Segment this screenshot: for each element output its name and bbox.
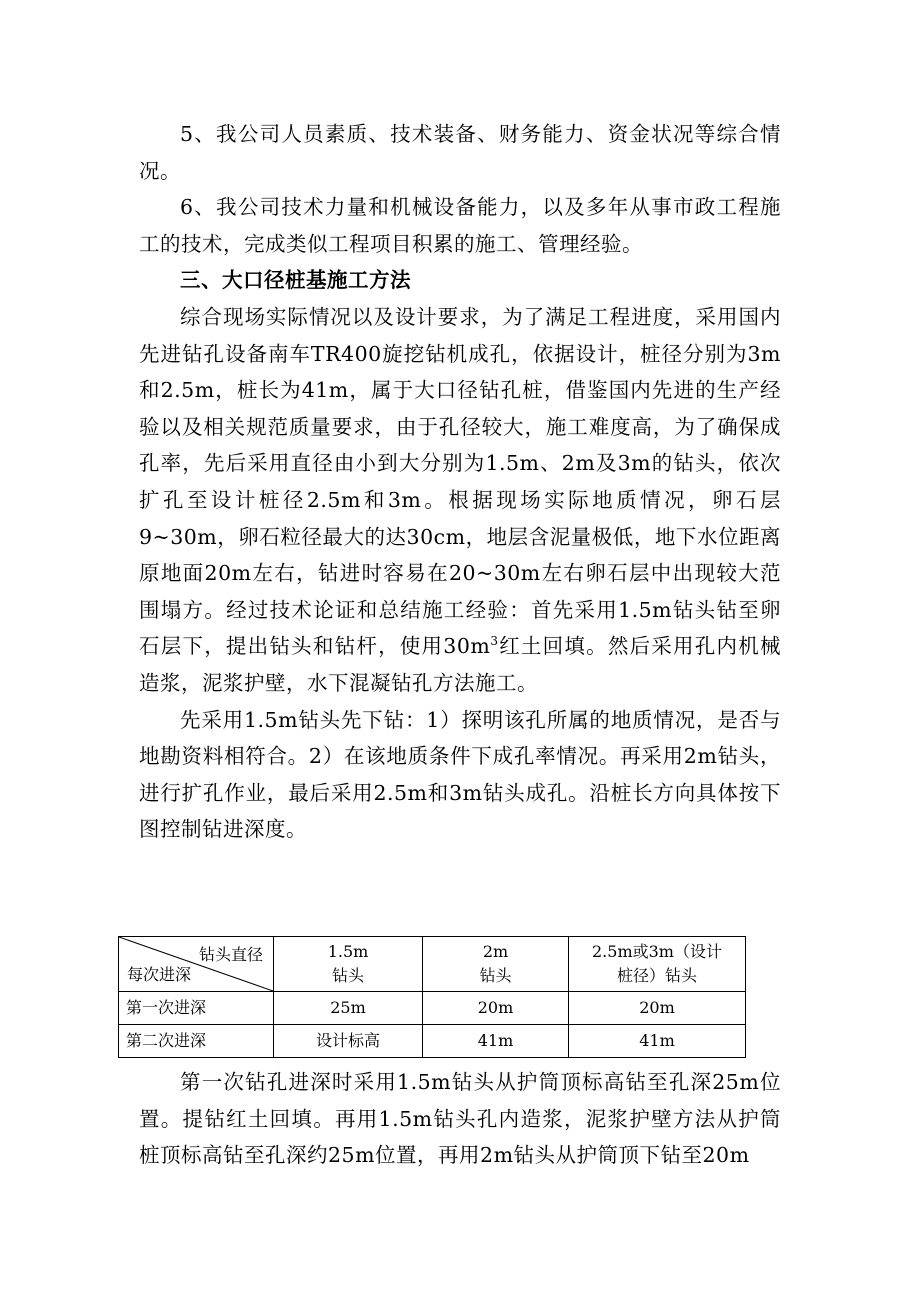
row-label: 第二次进深 bbox=[119, 1025, 274, 1058]
paragraph-method-2: 先采用1.5m钻头先下钻：1）探明该孔所属的地质情况，是否与地勘资料相符合。2）在该地质条件下成孔率情况。再采用2m钻头，进行扩孔作业，最后采用2.5m和3m钻头成孔。沿桩长方向具体按下图控制钻进深度。 bbox=[139, 707, 781, 842]
table-row bbox=[119, 1025, 746, 1058]
header-line1: 2m bbox=[482, 942, 509, 961]
header-line2: 桩径）钻头 bbox=[616, 966, 697, 985]
paragraph-item-5: 5、我公司人员素质、技术装备、财务能力、资金状况等综合情况。 bbox=[139, 122, 781, 183]
row-label: 第一次进深 bbox=[119, 992, 274, 1025]
cubic-superscript: 3 bbox=[490, 634, 499, 649]
document-body-continued bbox=[139, 1064, 781, 1174]
drilling-depth-table-wrap bbox=[118, 936, 746, 1058]
header-cell bbox=[423, 937, 569, 992]
drilling-depth-table bbox=[118, 936, 746, 1058]
header-cell bbox=[274, 937, 423, 992]
header-line2: 钻头 bbox=[479, 966, 512, 985]
table-cell: 设计标高 bbox=[274, 1025, 423, 1058]
corner-bottom-label: 每次进深 bbox=[127, 965, 192, 984]
paragraph-after-table: 第一次钻孔进深时采用1.5m钻头从护筒顶标高钻至孔深25m位置。提钻红土回填。再用1.5m钻头孔内造浆，泥浆护壁方法从护筒桩顶标高钻至孔深约25m位置，再用2m钻头从护筒顶下钻至20m bbox=[139, 1070, 781, 1168]
document-body bbox=[139, 116, 781, 848]
section-heading: 三、大口径桩基施工方法 bbox=[180, 268, 411, 293]
table-cell: 20m bbox=[569, 992, 746, 1025]
corner-top-label: 钻头直径 bbox=[198, 945, 263, 964]
table-cell: 20m bbox=[423, 992, 569, 1025]
header-line2: 钻头 bbox=[331, 966, 364, 985]
paragraph-item-6: 6、我公司技术力量和机械设备能力，以及多年从事市政工程施工的技术，完成类似工程项目积累的施工、管理经验。 bbox=[139, 195, 781, 256]
table-header-row bbox=[119, 937, 746, 992]
table-corner-cell bbox=[119, 937, 274, 992]
paragraph-method-1-text: 综合现场实际情况以及设计要求，为了满足工程进度，采用国内先进钻孔设备南车TR400旋挖钻机成孔，依据设计，桩径分别为3m和2.5m，桩长为41m，属于大口径钻孔桩，借鉴国内先进的生产经验以及相关规范质量要求，由于孔径较大，施工难度高，为了确保成孔率，先后采用直径由小到大分别为1.5m、2m及3m的钻头，依次扩孔至设计桩径2.5m和3m。根据现场实际地质情况，卵石层9~30m，卵石粒径最大的达30cm，地层含泥量极低，地下水位距离原地面20m左右，钻进时容易在20~30m左右卵石层中出现较大范围塌方。经过技术论证和总结施工经验：首先采用1.5m钻头钻至卵石层下，提出钻头和钻杆，使用30m bbox=[139, 304, 781, 659]
table-cell: 41m bbox=[423, 1025, 569, 1058]
header-line1: 2.5m或3m（设计 bbox=[592, 942, 722, 961]
paragraph-method-1 bbox=[139, 299, 781, 702]
table-cell: 41m bbox=[569, 1025, 746, 1058]
header-cell bbox=[569, 937, 746, 992]
table-cell: 25m bbox=[274, 992, 423, 1025]
table-row bbox=[119, 992, 746, 1025]
header-line1: 1.5m bbox=[327, 942, 369, 961]
paragraph-method-1-tail: 红土回填。然后采用孔内机械造浆，泥浆护壁，水下混凝钻孔方法施工。 bbox=[139, 634, 781, 695]
